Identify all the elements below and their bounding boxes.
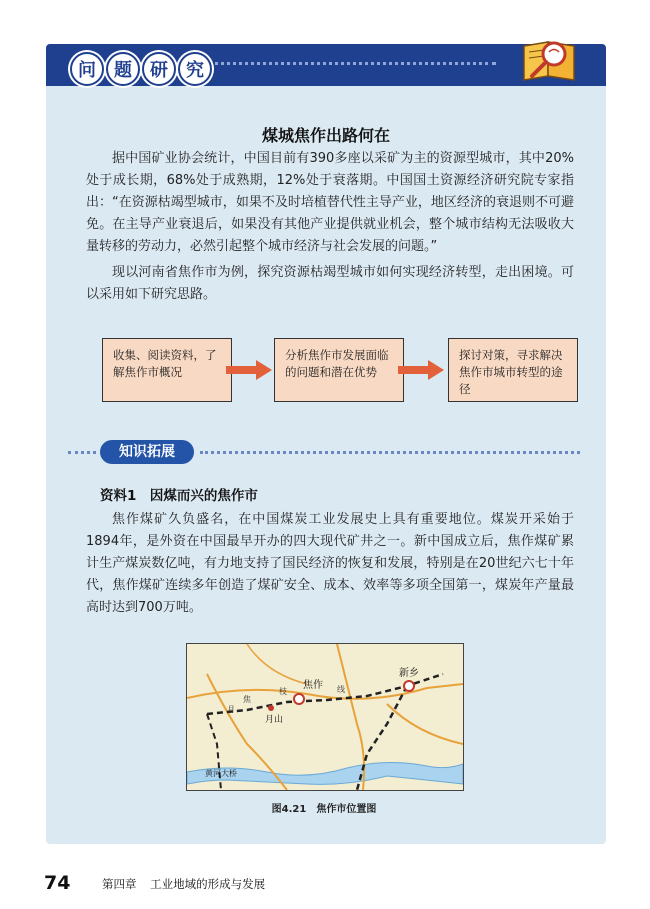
book-magnifier-icon <box>518 32 582 84</box>
badge-char: 题 <box>106 52 140 86</box>
chapter-title: 工业地域的形成与发展 <box>150 877 266 891</box>
map-rail-label: 线 <box>337 685 345 694</box>
material-title: 资料1 因煤而兴的焦作市 <box>100 488 258 504</box>
material-paragraph: 焦作煤矿久负盛名，在中国煤炭工业发展史上具有重要地位。煤炭开采始于1894年，是外资在中国最早开办的四大现代矿井之一。新中国成立后，焦作煤矿累计生产煤炭数亿吨，有力地支持了国民经济的恢复和发展，特别是在20世纪六七十年代，焦作煤矿连续多年创造了煤矿安全、成本、效率等多项全国第一，煤炭年产量最高时达到700万吨。 <box>86 512 574 615</box>
location-map <box>186 643 464 791</box>
map-label-bridge: 黄河大桥 <box>205 769 237 778</box>
flow-step-3: 探讨对策，寻求解决焦作市城市转型的途径 <box>448 338 578 402</box>
map-rail-label: 月 <box>227 705 235 714</box>
page-number: 74 <box>44 872 71 894</box>
flow-step-1: 收集、阅读资料，了解焦作市概况 <box>102 338 232 402</box>
badge-char: 究 <box>178 52 212 86</box>
study-paragraph-2: 现以河南省焦作市为例，探究资源枯竭型城市如何实现经济转型，走出困境。可以采用如下研究思路。 <box>86 265 574 302</box>
knowledge-tag: 知识拓展 <box>100 440 194 464</box>
chapter-footer <box>102 876 275 892</box>
section-title-badges <box>70 52 212 86</box>
map-label-xinxiang: 新乡 <box>399 668 419 679</box>
chapter-number: 第四章 <box>102 877 137 891</box>
header-divider <box>196 62 496 69</box>
flow-arrow-icon <box>226 360 272 380</box>
map-caption: 图4.21 焦作市位置图 <box>271 804 377 815</box>
badge-char: 问 <box>70 52 104 86</box>
map-label-jiaozuo: 焦作 <box>303 680 323 691</box>
study-paragraph-1: 据中国矿业协会统计，中国目前有390多座以采矿为主的资源型城市，其中20%处于成长期，68%处于成熟期，12%处于衰落期。中国国土资源经济研究院专家指出：“在资源枯竭型城市，如果不及时培植替代性主导产业，地区经济的衰退则不可避免。在主导产业衰退后，如果没有其他产业提供就业机会，整个城市结构无法吸收大量转移的劳动力，必然引起整个城市经济与社会发展的问题。” <box>86 151 574 254</box>
divider <box>200 451 580 454</box>
divider <box>68 451 96 454</box>
flow-step-2: 分析焦作市发展面临的问题和潜在优势 <box>274 338 404 402</box>
flow-arrow-icon <box>398 360 444 380</box>
map-rail-label: 枝 <box>279 687 287 696</box>
map-rail-label: 焦 <box>243 695 251 704</box>
badge-char: 研 <box>142 52 176 86</box>
map-label-yueshan: 月山 <box>265 715 284 725</box>
study-title: 煤城焦作出路何在 <box>261 126 390 145</box>
